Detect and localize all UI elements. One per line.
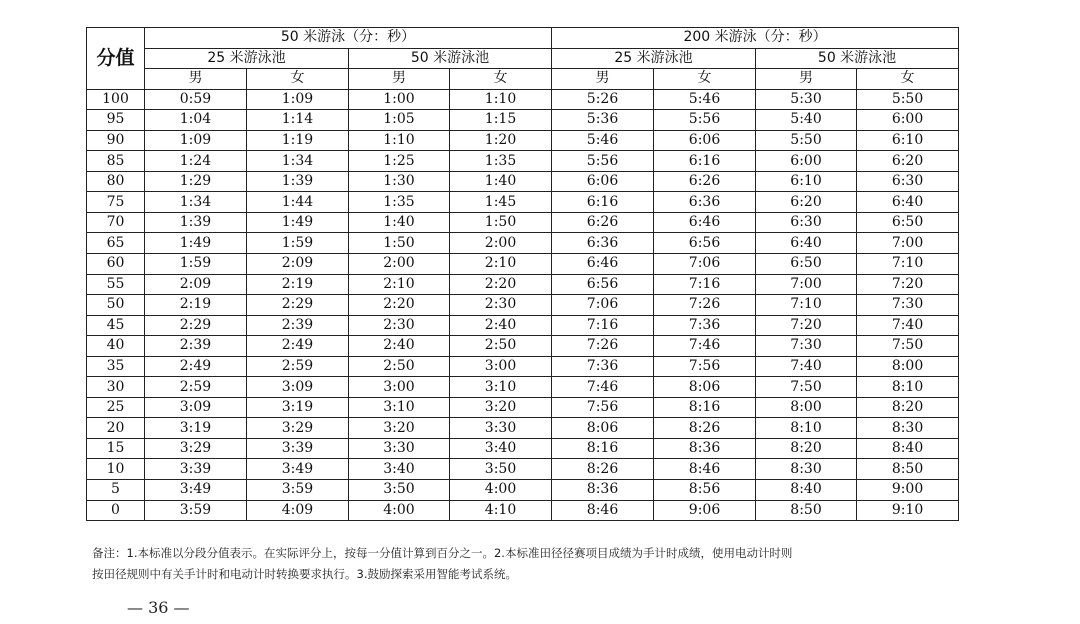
group-header-200m: 200 米游泳（分：秒）: [552, 28, 959, 49]
time-cell: 7:26: [654, 295, 756, 316]
time-cell: 7:36: [654, 315, 756, 336]
score-table-body: [87, 89, 959, 520]
score-cell: 35: [87, 356, 145, 377]
time-cell: 4:10: [450, 500, 552, 521]
time-cell: 9:06: [654, 500, 756, 521]
time-cell: 6:26: [654, 171, 756, 192]
time-cell: 6:40: [857, 192, 959, 213]
time-cell: 3:30: [450, 418, 552, 439]
time-cell: 3:10: [450, 377, 552, 398]
time-cell: 1:39: [145, 212, 247, 233]
score-cell: 60: [87, 254, 145, 275]
table-row: [87, 295, 959, 316]
time-cell: 3:49: [145, 480, 247, 501]
gender-header-female: 女: [450, 69, 552, 90]
time-cell: 7:16: [654, 274, 756, 295]
time-cell: 8:16: [552, 438, 654, 459]
table-row: [87, 274, 959, 295]
time-cell: 4:00: [450, 480, 552, 501]
time-cell: 2:50: [450, 336, 552, 357]
time-cell: 6:40: [756, 233, 857, 254]
time-cell: 6:30: [756, 212, 857, 233]
table-row: [87, 130, 959, 151]
table-row: [87, 192, 959, 213]
score-cell: 0: [87, 500, 145, 521]
time-cell: 1:04: [145, 110, 247, 131]
time-cell: 8:06: [552, 418, 654, 439]
time-cell: 5:40: [756, 110, 857, 131]
time-cell: 2:10: [349, 274, 450, 295]
time-cell: 3:29: [247, 418, 349, 439]
time-cell: 5:50: [857, 89, 959, 110]
time-cell: 6:50: [756, 254, 857, 275]
time-cell: 2:49: [247, 336, 349, 357]
time-cell: 1:20: [450, 130, 552, 151]
time-cell: 1:14: [247, 110, 349, 131]
time-cell: 3:40: [450, 438, 552, 459]
score-cell: 80: [87, 171, 145, 192]
time-cell: 7:40: [756, 356, 857, 377]
time-cell: 3:29: [145, 438, 247, 459]
time-cell: 7:50: [756, 377, 857, 398]
time-cell: 2:40: [349, 336, 450, 357]
time-cell: 3:09: [247, 377, 349, 398]
time-cell: 5:46: [552, 130, 654, 151]
time-cell: 8:26: [654, 418, 756, 439]
score-cell: 20: [87, 418, 145, 439]
time-cell: 2:19: [145, 295, 247, 316]
time-cell: 6:10: [857, 130, 959, 151]
score-cell: 50: [87, 295, 145, 316]
time-cell: 7:30: [756, 336, 857, 357]
time-cell: 6:10: [756, 171, 857, 192]
time-cell: 3:09: [145, 397, 247, 418]
footnote: [92, 543, 972, 585]
time-cell: 5:56: [552, 151, 654, 172]
time-cell: 3:19: [145, 418, 247, 439]
gender-header-male: 男: [756, 69, 857, 90]
time-cell: 8:20: [756, 438, 857, 459]
time-cell: 1:09: [247, 89, 349, 110]
gender-header-female: 女: [654, 69, 756, 90]
time-cell: 2:29: [145, 315, 247, 336]
time-cell: 8:00: [756, 397, 857, 418]
time-cell: 6:26: [552, 212, 654, 233]
score-cell: 15: [87, 438, 145, 459]
time-cell: 7:50: [857, 336, 959, 357]
time-cell: 6:46: [552, 254, 654, 275]
time-cell: 2:39: [145, 336, 247, 357]
group-header-50m: 50 米游泳（分：秒）: [145, 28, 552, 49]
time-cell: 2:30: [450, 295, 552, 316]
score-cell: 5: [87, 480, 145, 501]
table-row: [87, 233, 959, 254]
time-cell: 7:10: [756, 295, 857, 316]
time-cell: 9:00: [857, 480, 959, 501]
time-cell: 8:00: [857, 356, 959, 377]
score-cell: 75: [87, 192, 145, 213]
time-cell: 1:35: [349, 192, 450, 213]
time-cell: 2:00: [349, 254, 450, 275]
time-cell: 1:49: [145, 233, 247, 254]
time-cell: 8:10: [756, 418, 857, 439]
time-cell: 7:56: [654, 356, 756, 377]
pool-header-200m-50m: 50 米游泳池: [756, 48, 959, 69]
time-cell: 2:59: [247, 356, 349, 377]
time-cell: 7:16: [552, 315, 654, 336]
time-cell: 8:20: [857, 397, 959, 418]
time-cell: 6:46: [654, 212, 756, 233]
time-cell: 2:50: [349, 356, 450, 377]
time-cell: 7:26: [552, 336, 654, 357]
score-cell: 30: [87, 377, 145, 398]
time-cell: 3:30: [349, 438, 450, 459]
time-cell: 8:50: [857, 459, 959, 480]
table-row: [87, 438, 959, 459]
time-cell: 8:30: [756, 459, 857, 480]
time-cell: 8:06: [654, 377, 756, 398]
time-cell: 1:50: [450, 212, 552, 233]
table-row: [87, 89, 959, 110]
time-cell: 8:16: [654, 397, 756, 418]
table-row: [87, 500, 959, 521]
time-cell: 8:40: [857, 438, 959, 459]
time-cell: 1:15: [450, 110, 552, 131]
time-cell: 1:19: [247, 130, 349, 151]
time-cell: 7:06: [552, 295, 654, 316]
time-cell: 6:16: [552, 192, 654, 213]
time-cell: 2:59: [145, 377, 247, 398]
time-cell: 1:40: [450, 171, 552, 192]
time-cell: 2:09: [247, 254, 349, 275]
time-cell: 3:20: [349, 418, 450, 439]
time-cell: 8:56: [654, 480, 756, 501]
time-cell: 2:30: [349, 315, 450, 336]
time-cell: 1:50: [349, 233, 450, 254]
table-row: [87, 356, 959, 377]
time-cell: 2:10: [450, 254, 552, 275]
page-number: — 36 —: [127, 598, 190, 617]
table-row: [87, 110, 959, 131]
time-cell: 1:00: [349, 89, 450, 110]
score-cell: 100: [87, 89, 145, 110]
time-cell: 2:39: [247, 315, 349, 336]
score-cell: 85: [87, 151, 145, 172]
score-cell: 40: [87, 336, 145, 357]
time-cell: 1:24: [145, 151, 247, 172]
time-cell: 3:59: [247, 480, 349, 501]
time-cell: 6:06: [654, 130, 756, 151]
time-cell: 2:09: [145, 274, 247, 295]
score-cell: 45: [87, 315, 145, 336]
score-column-header: 分值: [87, 28, 145, 90]
time-cell: 9:10: [857, 500, 959, 521]
time-cell: 2:29: [247, 295, 349, 316]
time-cell: 8:36: [654, 438, 756, 459]
score-cell: 65: [87, 233, 145, 254]
time-cell: 3:10: [349, 397, 450, 418]
swimming-score-table: [86, 27, 959, 521]
time-cell: 8:26: [552, 459, 654, 480]
time-cell: 4:00: [349, 500, 450, 521]
table-row: [87, 336, 959, 357]
time-cell: 8:46: [552, 500, 654, 521]
time-cell: 5:36: [552, 110, 654, 131]
time-cell: 1:25: [349, 151, 450, 172]
time-cell: 2:00: [450, 233, 552, 254]
time-cell: 2:20: [349, 295, 450, 316]
time-cell: 3:39: [145, 459, 247, 480]
time-cell: 6:30: [857, 171, 959, 192]
score-cell: 70: [87, 212, 145, 233]
time-cell: 3:59: [145, 500, 247, 521]
time-cell: 7:46: [552, 377, 654, 398]
time-cell: 8:46: [654, 459, 756, 480]
time-cell: 6:36: [552, 233, 654, 254]
table-row: [87, 377, 959, 398]
gender-header-male: 男: [145, 69, 247, 90]
time-cell: 6:06: [552, 171, 654, 192]
time-cell: 6:56: [654, 233, 756, 254]
time-cell: 6:16: [654, 151, 756, 172]
table-row: [87, 315, 959, 336]
time-cell: 2:40: [450, 315, 552, 336]
pool-header-50m-25m: 25 米游泳池: [145, 48, 349, 69]
score-cell: 25: [87, 397, 145, 418]
time-cell: 3:49: [247, 459, 349, 480]
time-cell: 6:00: [756, 151, 857, 172]
time-cell: 7:06: [654, 254, 756, 275]
time-cell: 1:34: [247, 151, 349, 172]
time-cell: 1:35: [450, 151, 552, 172]
table-row: [87, 480, 959, 501]
table-row: [87, 212, 959, 233]
time-cell: 7:46: [654, 336, 756, 357]
time-cell: 1:44: [247, 192, 349, 213]
score-cell: 55: [87, 274, 145, 295]
gender-header-male: 男: [349, 69, 450, 90]
time-cell: 8:30: [857, 418, 959, 439]
score-cell: 90: [87, 130, 145, 151]
table-row: [87, 151, 959, 172]
table-row: [87, 418, 959, 439]
time-cell: 5:50: [756, 130, 857, 151]
footnote-line-1: 备注：1.本标准以分段分值表示。在实际评分上，按每一分值计算到百分之一。2.本标准田径径赛项目成绩为手计时成绩，使用电动计时则: [92, 546, 793, 560]
time-cell: 3:00: [349, 377, 450, 398]
time-cell: 6:56: [552, 274, 654, 295]
time-cell: 8:50: [756, 500, 857, 521]
time-cell: 7:40: [857, 315, 959, 336]
table-row: [87, 459, 959, 480]
time-cell: 1:09: [145, 130, 247, 151]
pool-header-200m-25m: 25 米游泳池: [552, 48, 756, 69]
time-cell: 4:09: [247, 500, 349, 521]
time-cell: 7:36: [552, 356, 654, 377]
time-cell: 2:20: [450, 274, 552, 295]
time-cell: 1:39: [247, 171, 349, 192]
table-row: [87, 254, 959, 275]
time-cell: 7:10: [857, 254, 959, 275]
time-cell: 3:40: [349, 459, 450, 480]
time-cell: 1:45: [450, 192, 552, 213]
time-cell: 5:26: [552, 89, 654, 110]
gender-header-male: 男: [552, 69, 654, 90]
time-cell: 1:10: [450, 89, 552, 110]
table-row: [87, 171, 959, 192]
time-cell: 1:59: [247, 233, 349, 254]
table-row: [87, 397, 959, 418]
time-cell: 7:20: [756, 315, 857, 336]
time-cell: 7:30: [857, 295, 959, 316]
time-cell: 7:00: [857, 233, 959, 254]
time-cell: 3:50: [450, 459, 552, 480]
gender-header-female: 女: [857, 69, 959, 90]
time-cell: 3:50: [349, 480, 450, 501]
time-cell: 6:36: [654, 192, 756, 213]
time-cell: 7:56: [552, 397, 654, 418]
time-cell: 6:50: [857, 212, 959, 233]
score-cell: 10: [87, 459, 145, 480]
time-cell: 7:20: [857, 274, 959, 295]
time-cell: 3:19: [247, 397, 349, 418]
time-cell: 7:00: [756, 274, 857, 295]
score-cell: 95: [87, 110, 145, 131]
time-cell: 6:20: [756, 192, 857, 213]
footnote-line-2: 按田径规则中有关手计时和电动计时转换要求执行。3.鼓励探索采用智能考试系统。: [92, 567, 517, 581]
time-cell: 1:05: [349, 110, 450, 131]
gender-header-female: 女: [247, 69, 349, 90]
time-cell: 5:56: [654, 110, 756, 131]
time-cell: 1:40: [349, 212, 450, 233]
time-cell: 0:59: [145, 89, 247, 110]
time-cell: 5:46: [654, 89, 756, 110]
time-cell: 1:59: [145, 254, 247, 275]
time-cell: 1:30: [349, 171, 450, 192]
time-cell: 3:39: [247, 438, 349, 459]
time-cell: 1:29: [145, 171, 247, 192]
time-cell: 2:19: [247, 274, 349, 295]
time-cell: 8:36: [552, 480, 654, 501]
pool-header-50m-50m: 50 米游泳池: [349, 48, 552, 69]
time-cell: 1:34: [145, 192, 247, 213]
time-cell: 8:10: [857, 377, 959, 398]
time-cell: 8:40: [756, 480, 857, 501]
time-cell: 6:00: [857, 110, 959, 131]
time-cell: 1:10: [349, 130, 450, 151]
time-cell: 2:49: [145, 356, 247, 377]
time-cell: 3:20: [450, 397, 552, 418]
time-cell: 6:20: [857, 151, 959, 172]
time-cell: 5:30: [756, 89, 857, 110]
time-cell: 1:49: [247, 212, 349, 233]
time-cell: 3:00: [450, 356, 552, 377]
